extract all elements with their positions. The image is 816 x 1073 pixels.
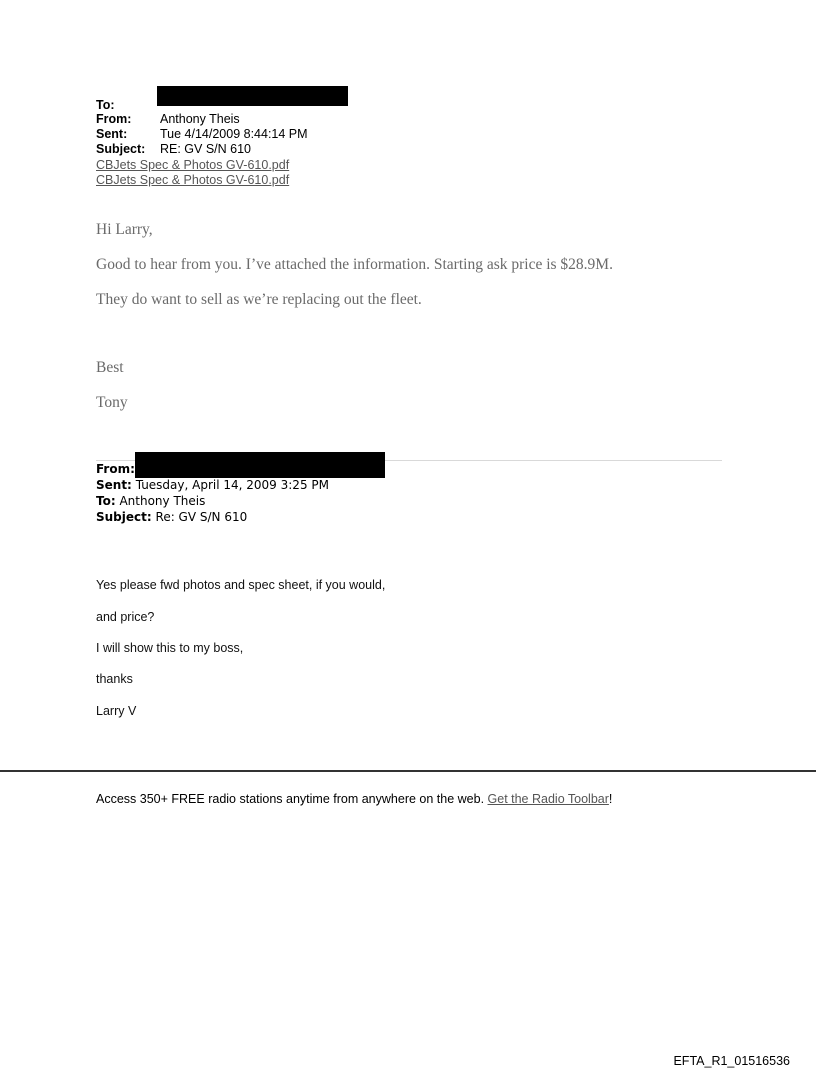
- from-label: From:: [96, 112, 132, 126]
- quoted-to-value: Anthony Theis: [119, 494, 206, 508]
- sent-value: Tue 4/14/2009 8:44:14 PM: [160, 127, 308, 141]
- quoted-from-row: [96, 462, 135, 477]
- from-value: Anthony Theis: [160, 112, 240, 126]
- radio-ad-line: [96, 792, 612, 807]
- redaction-bar-to: [157, 86, 348, 106]
- header-to-row: [96, 98, 160, 113]
- footer-separator: [0, 770, 816, 772]
- quoted-line-5: Larry V: [96, 704, 137, 718]
- quoted-subject-row: [96, 510, 247, 525]
- attachment-link-2[interactable]: CBJets Spec & Photos GV-610.pdf: [96, 173, 290, 187]
- quoted-line-4: thanks: [96, 672, 133, 686]
- header-sent-row: [96, 127, 308, 142]
- quoted-line-1: Yes please fwd photos and spec sheet, if you would,: [96, 578, 386, 592]
- reply-greeting: Hi Larry,: [96, 221, 153, 238]
- quoted-line-3: I will show this to my boss,: [96, 641, 244, 655]
- to-label: To:: [96, 98, 115, 112]
- reply-closing: Best: [96, 359, 124, 376]
- quoted-to-label: To:: [96, 494, 116, 508]
- quoted-sent-label: Sent:: [96, 478, 132, 492]
- sent-label: Sent:: [96, 127, 128, 141]
- document-id: EFTA_R1_01516536: [673, 1054, 790, 1068]
- quoted-sent-value: Tuesday, April 14, 2009 3:25 PM: [135, 478, 329, 492]
- quoted-to-row: [96, 494, 205, 509]
- subject-label: Subject:: [96, 142, 146, 156]
- quoted-subject-label: Subject:: [96, 510, 152, 524]
- reply-paragraph-2: They do want to sell as we’re replacing out the fleet.: [96, 291, 422, 308]
- quoted-line-2: and price?: [96, 610, 155, 624]
- subject-value: RE: GV S/N 610: [160, 142, 252, 156]
- radio-toolbar-link[interactable]: Get the Radio Toolbar: [487, 792, 609, 806]
- header-subject-row: [96, 142, 251, 157]
- attachment-link-1[interactable]: CBJets Spec & Photos GV-610.pdf: [96, 158, 290, 172]
- header-from-row: [96, 112, 240, 127]
- quoted-subject-value: Re: GV S/N 610: [155, 510, 248, 524]
- reply-paragraph-1: Good to hear from you. I’ve attached the information. Starting ask price is $28.9M.: [96, 256, 613, 273]
- reply-signature: Tony: [96, 394, 128, 411]
- quoted-from-label: From:: [96, 462, 135, 476]
- redaction-bar-from: [135, 452, 385, 478]
- radio-ad-text: Access 350+ FREE radio stations anytime from anywhere on the web.: [96, 792, 488, 806]
- radio-ad-suffix: !: [608, 792, 613, 806]
- quoted-sent-row: [96, 478, 329, 493]
